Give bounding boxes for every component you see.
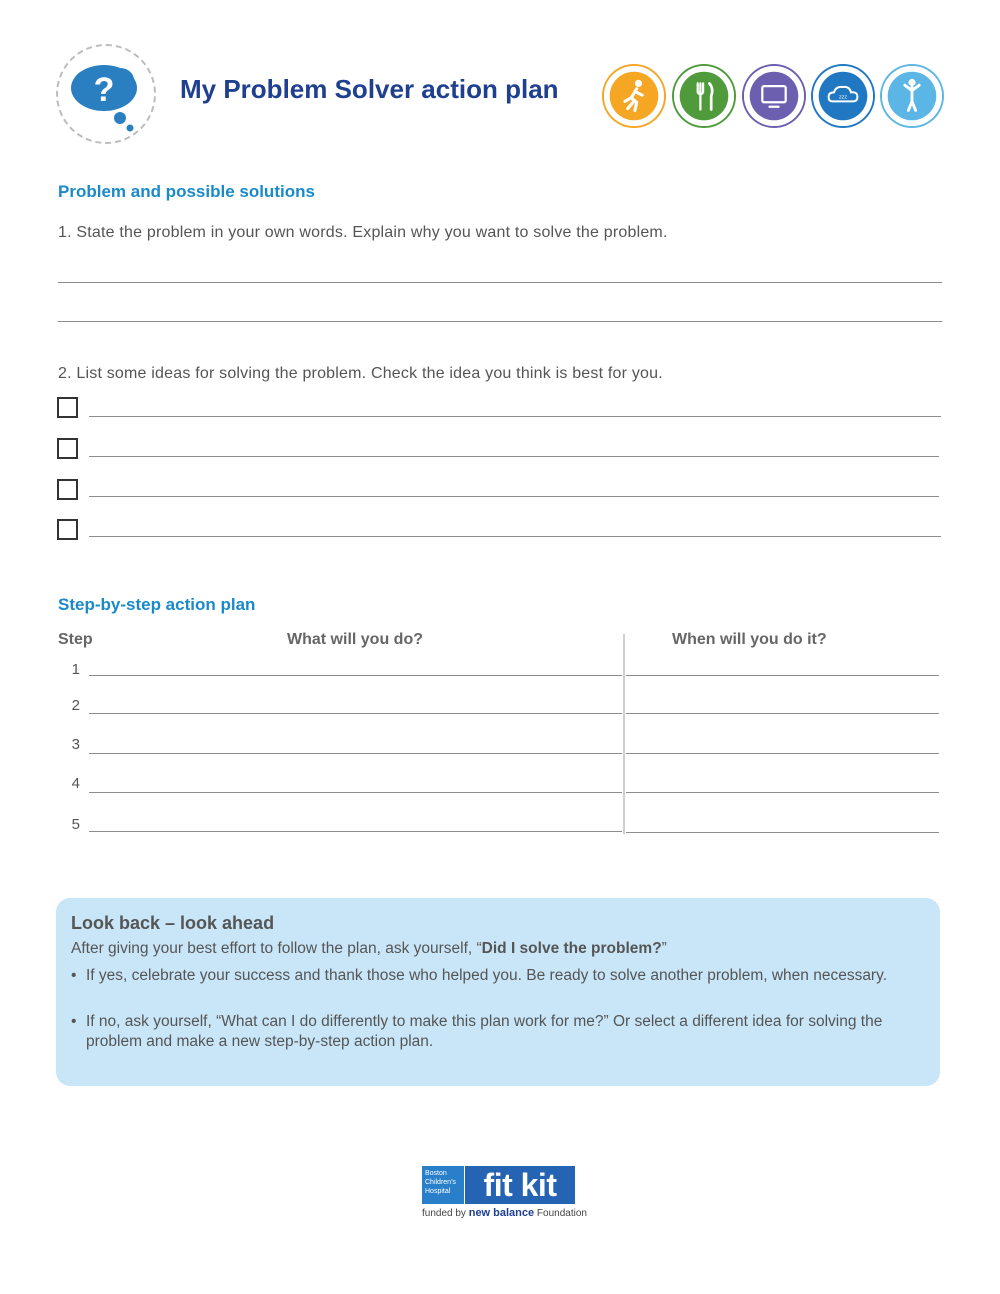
step-2-when-line[interactable]	[626, 713, 939, 714]
step-4-what-line[interactable]	[89, 792, 622, 793]
boston-childrens-logo: Boston Children's Hospital	[422, 1166, 464, 1204]
sleep-cloud-icon	[813, 66, 873, 126]
idea-checkbox-3[interactable]	[57, 479, 78, 500]
problem-question-2: 2. List some ideas for solving the problem. Check the idea you think is best for you.	[58, 365, 663, 382]
idea-checkbox-1[interactable]	[57, 397, 78, 418]
step-number-2: 2	[71, 697, 80, 714]
look-back-intro-question: Did I solve the problem?	[481, 940, 662, 957]
what-column-header: What will you do?	[287, 631, 423, 648]
step-1-what-line[interactable]	[89, 675, 622, 676]
funded-by-label: funded by	[422, 1208, 466, 1219]
step-3-what-line[interactable]	[89, 753, 622, 754]
look-back-intro-prefix: After giving your best effort to follow the plan, ask yourself, “	[71, 940, 482, 957]
column-divider	[623, 634, 625, 834]
idea-line-3[interactable]	[89, 496, 939, 497]
problem-answer-line-1[interactable]	[58, 282, 942, 283]
idea-line-1[interactable]	[89, 416, 941, 417]
svg-text:zzz: zzz	[838, 94, 848, 101]
sponsor-suffix: Foundation	[536, 1208, 587, 1219]
bullet-text: If no, ask yourself, “What can I do differently to make this plan work for me?” Or select a different idea for solving the problem and make a new step-by-step action plan.	[86, 1013, 883, 1050]
logo-question-mark: ?	[93, 71, 115, 109]
idea-checkbox-4[interactable]	[57, 519, 78, 540]
step-4-when-line[interactable]	[626, 792, 939, 793]
running-icon	[604, 66, 664, 126]
step-5-when-line[interactable]	[626, 832, 939, 833]
step-3-when-line[interactable]	[626, 753, 939, 754]
idea-line-4[interactable]	[89, 536, 941, 537]
step-number-3: 3	[71, 736, 80, 753]
thought-bubble-logo	[56, 44, 156, 144]
fit-kit-logo: fit kit	[465, 1166, 575, 1204]
look-back-heading: Look back – look ahead	[71, 913, 275, 933]
look-back-intro	[71, 940, 667, 958]
bullet-marker: •	[71, 1013, 77, 1030]
idea-line-2[interactable]	[89, 456, 939, 457]
stretching-icon	[882, 66, 942, 126]
step-number-5: 5	[71, 816, 80, 833]
step-1-when-line[interactable]	[626, 675, 939, 676]
idea-checkbox-2[interactable]	[57, 438, 78, 459]
problem-answer-line-2[interactable]	[58, 321, 942, 322]
step-number-1: 1	[71, 661, 80, 678]
thought-bubble-question-icon	[58, 46, 154, 142]
bullet-marker: •	[71, 967, 77, 984]
look-back-bullet-2	[71, 1012, 901, 1052]
step-2-what-line[interactable]	[89, 713, 622, 714]
bullet-text: If yes, celebrate your success and thank those who helped you. Be ready to solve another problem, when necessary.	[86, 967, 888, 984]
fork-knife-icon	[674, 66, 734, 126]
step-number-4: 4	[71, 775, 80, 792]
problem-question-1: 1. State the problem in your own words. Explain why you want to solve the problem.	[58, 224, 668, 241]
tv-screen-icon	[744, 66, 804, 126]
look-back-intro-suffix: ”	[661, 940, 667, 957]
step-5-what-line[interactable]	[89, 831, 622, 832]
step-column-header: Step	[58, 631, 93, 648]
plan-section-heading: Step-by-step action plan	[58, 595, 256, 614]
sponsor-name: new balance	[468, 1207, 535, 1219]
when-column-header: When will you do it?	[672, 631, 827, 648]
funded-by-line	[422, 1207, 587, 1219]
look-back-bullet-1	[71, 966, 901, 986]
page-title: My Problem Solver action plan	[180, 74, 559, 104]
problem-section-heading: Problem and possible solutions	[58, 182, 315, 201]
